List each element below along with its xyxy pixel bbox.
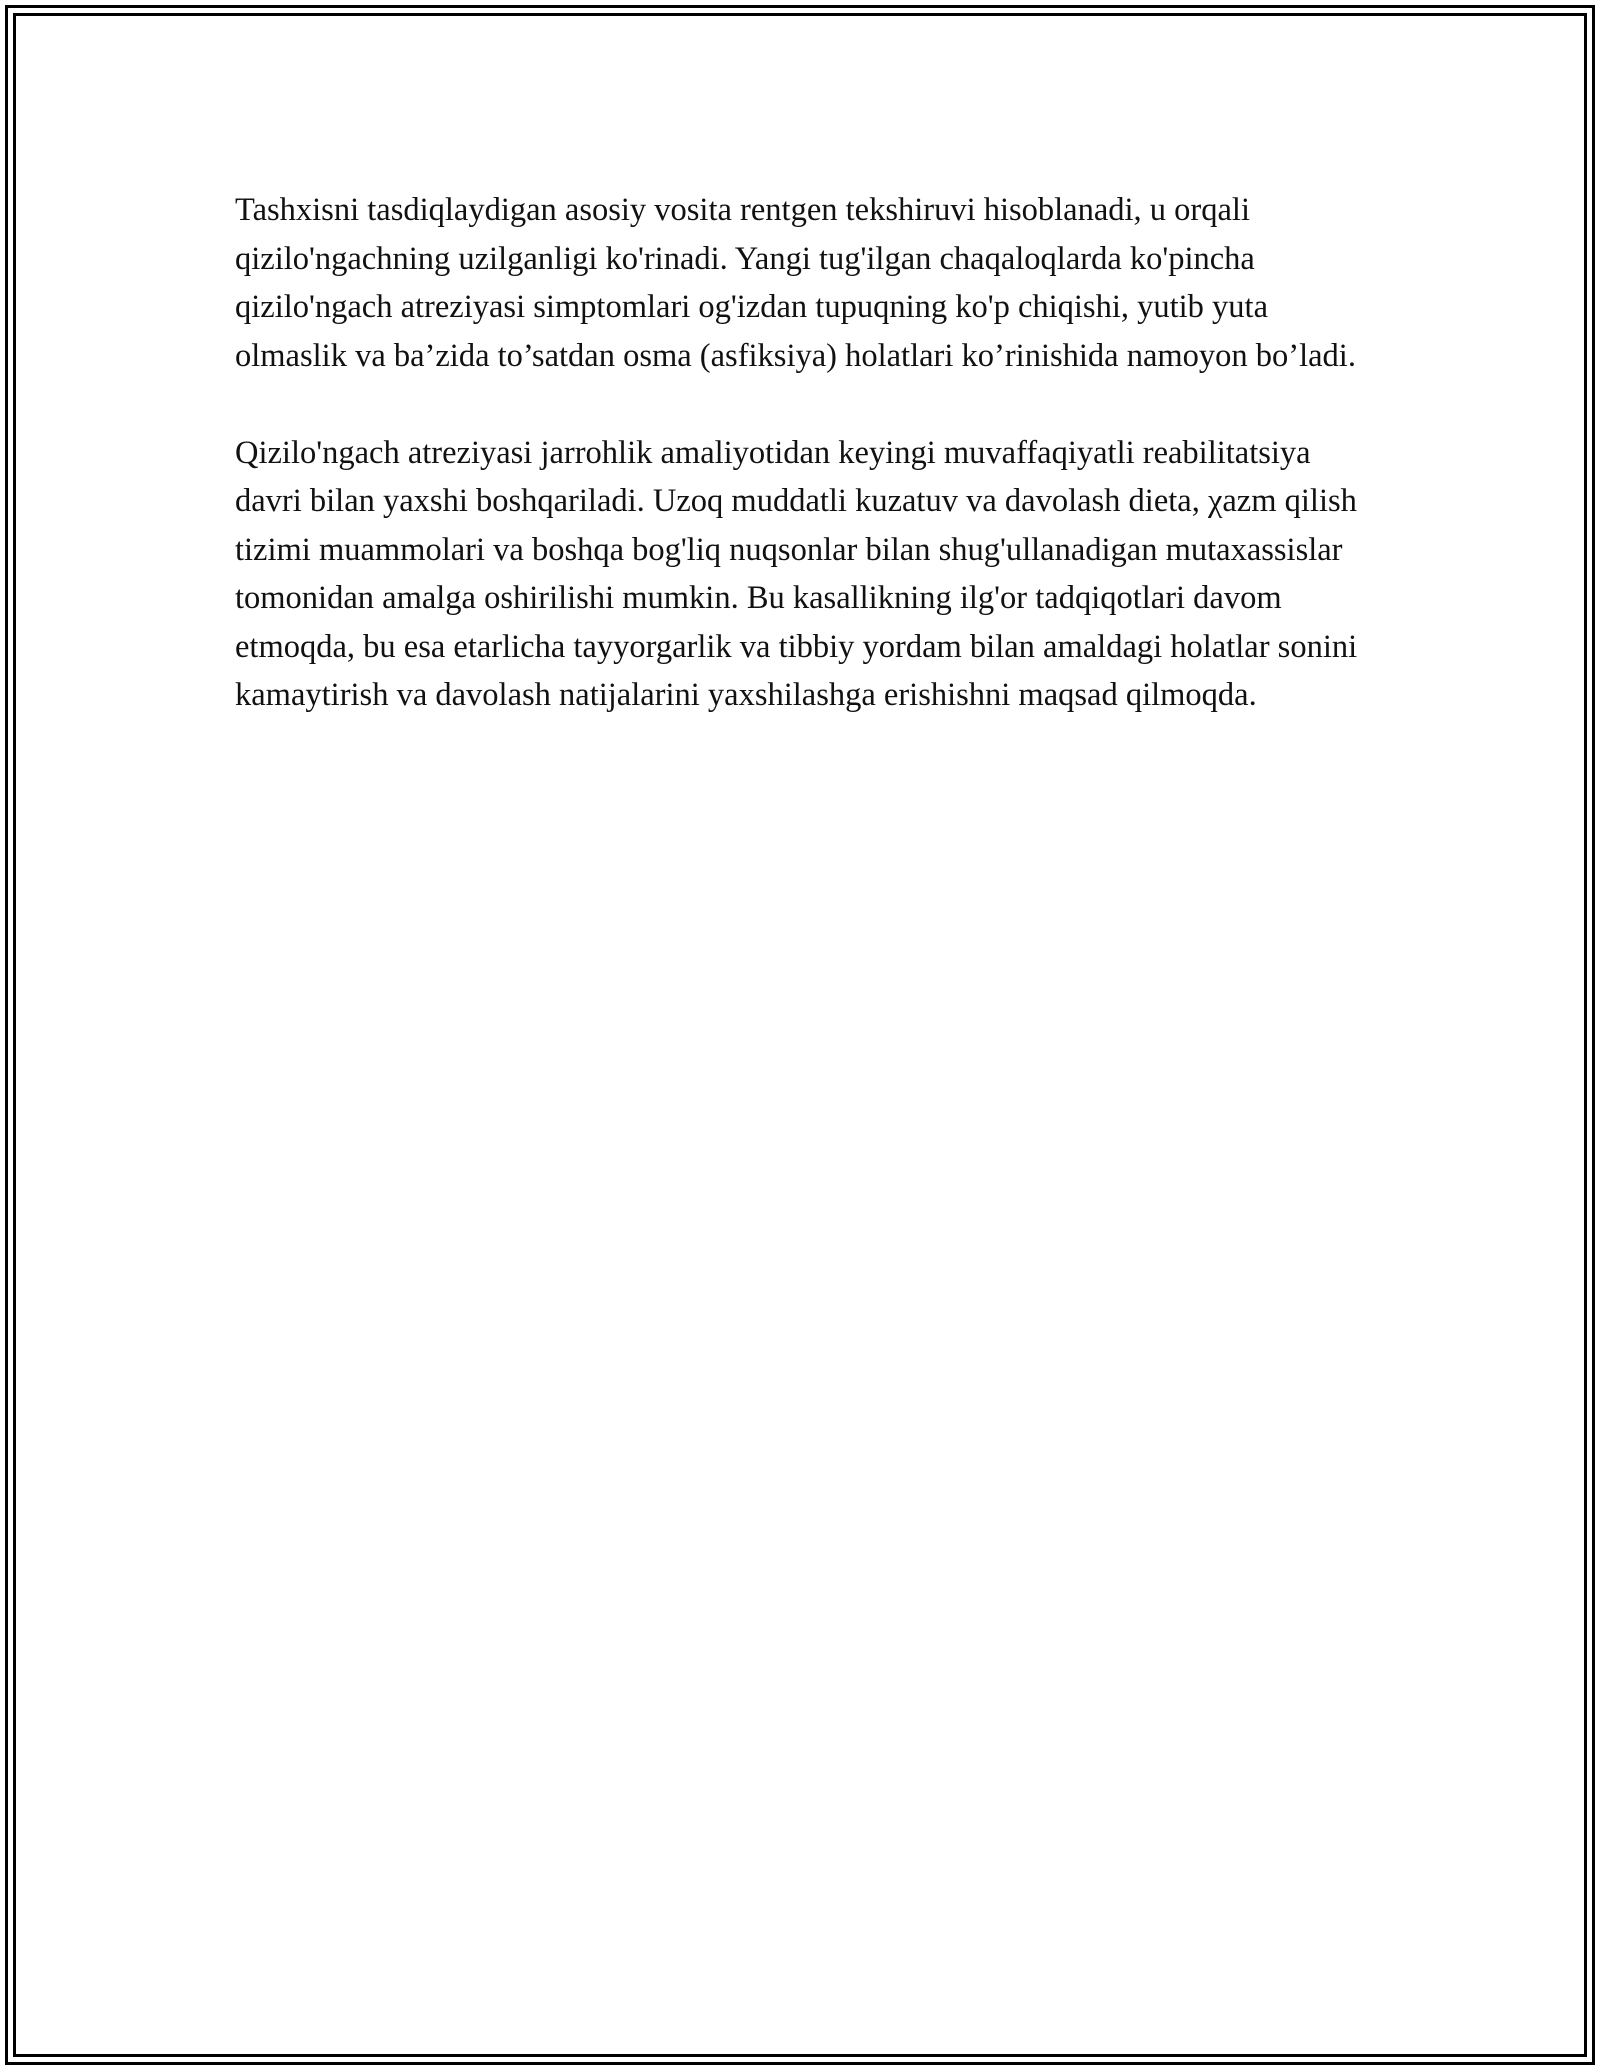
- document-body: [235, 186, 1365, 720]
- paragraph-treatment: Qizilo'ngach atreziyasi jarrohlik amaliyotidan keyingi muvaffaqiyatli reabilitatsiya davri bilan yaxshi boshqariladi. Uzoq muddatli kuzatuv va davolash dieta, χazm qilish tizimi muammolari va boshqa bog'liq nuqsonlar bilan shug'ullanadigan mutaxassislar tomonidan amalga oshirilishi mumkin. Bu kasallikning ilg'or tadqiqotlari davom etmoqda, bu esa etarlicha tayyorgarlik va tibbiy yordam bilan amaldagi holatlar sonini kamaytirish va davolash natijalarini yaxshilashga erishishni maqsad qilmoqda.: [235, 434, 1358, 713]
- paragraph-diagnosis: Tashxisni tasdiqlaydigan asosiy vosita rentgen tekshiruvi hisoblanadi, u orqali qizilo'ngachning uzilganligi ko'rinadi. Yangi tug'ilgan chaqaloqlarda ko'pincha qizilo'ngach atreziyasi simptomlari og'izdan tupuqning ko'p chiqishi, yutib yuta olmaslik va ba’zida to’satdan osma (asfiksiya) holatlari ko’rinishida namoyon bo’ladi.: [235, 192, 1356, 374]
